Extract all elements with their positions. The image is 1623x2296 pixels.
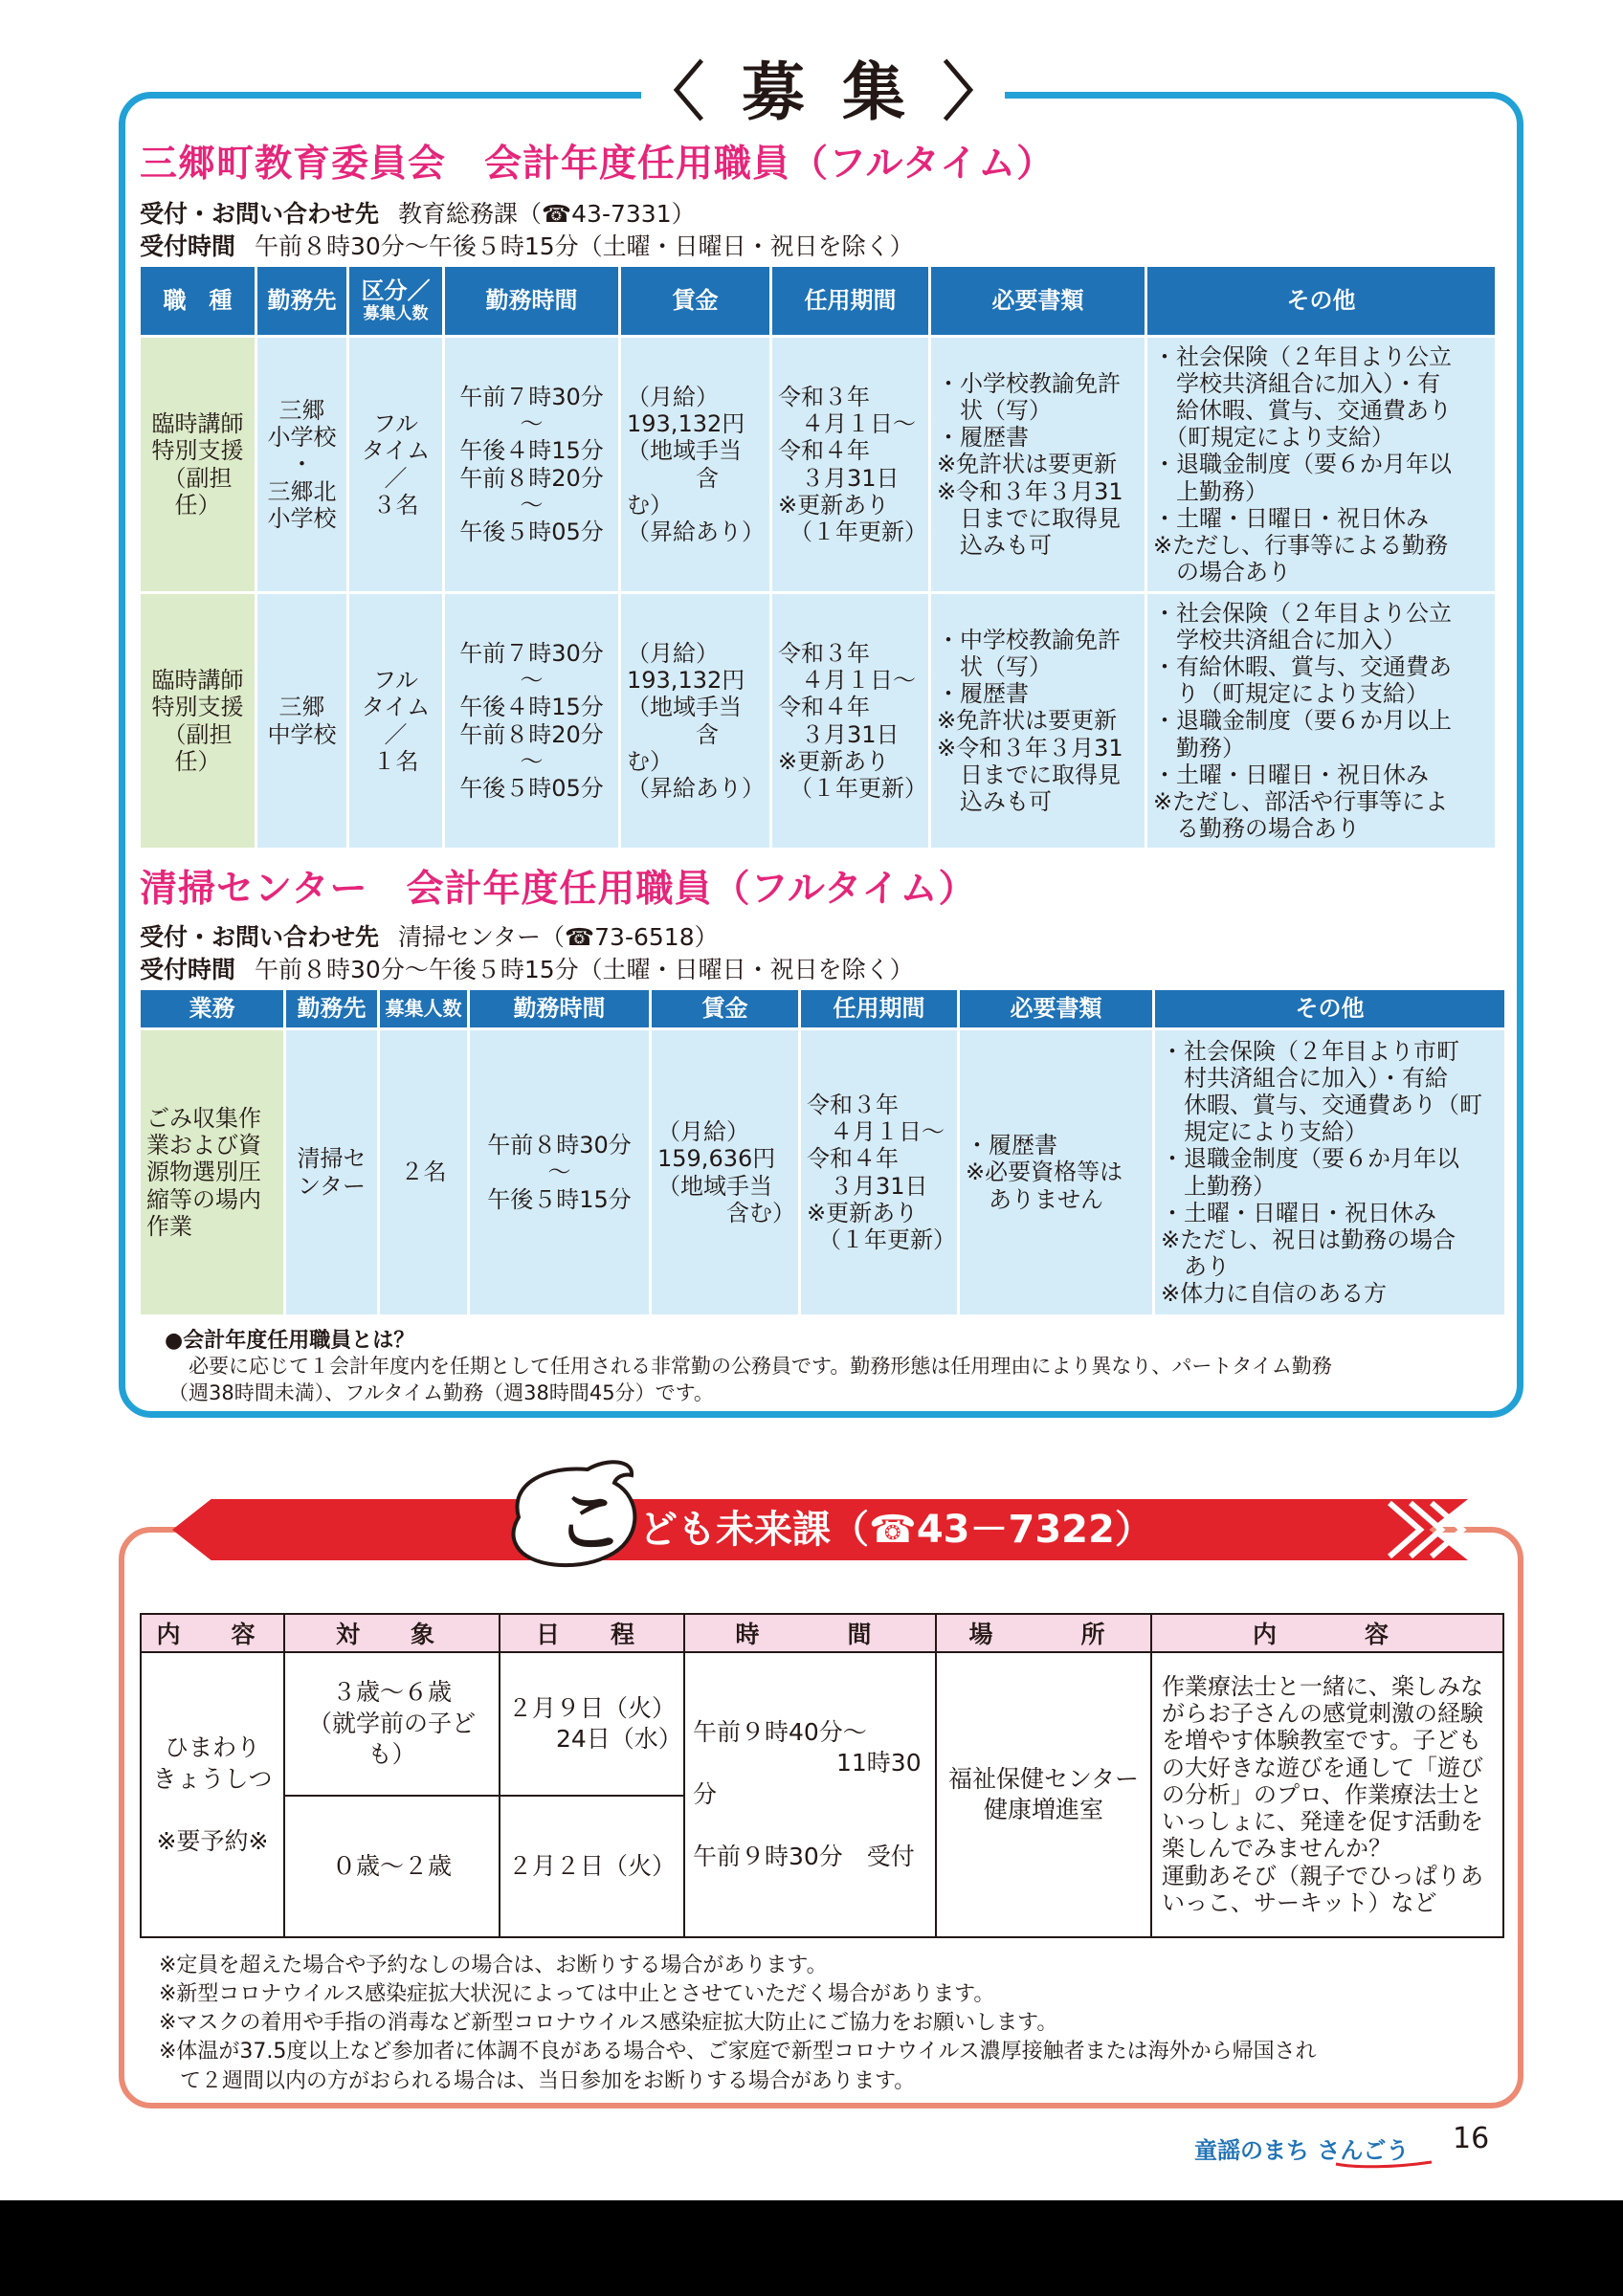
kids-header-place: 場 所 <box>936 1614 1151 1652</box>
table-row <box>141 1652 1503 1796</box>
kids-notes <box>159 1952 1499 2096</box>
header-wage: 賃金 <box>620 266 771 337</box>
kids-date-2: ２月２日（火） <box>500 1796 684 1937</box>
recruit-heading: 〈 募 集 〉 <box>641 50 1005 136</box>
cleaning-hours-value: 午前８時30分～午後５時15分（土曜・日曜日・祝日を除く） <box>255 956 914 983</box>
kids-header-time: 時 間 <box>684 1614 936 1652</box>
kids-header-program: 内 容 <box>141 1614 284 1652</box>
row2-documents: ・中学校教諭免許 状（写） ・履歴書 ※免許状は要更新 ※令和３年３月31 日までに取得見 込みも可 <box>930 593 1146 850</box>
kids-date-1: ２月９日（火） 24日（水） <box>500 1652 684 1796</box>
school-table-header <box>140 266 1497 337</box>
header-division: 区分／ 募集人数 <box>348 266 444 337</box>
header-documents: 必要書類 <box>959 989 1154 1029</box>
row1-workplace: 三郷 小学校 ・ 三郷北 小学校 <box>256 337 348 593</box>
cleaning-row-period: 令和３年 ４月１日～ 令和４年 ３月31日 ※更新あり （１年更新） <box>800 1029 959 1316</box>
header-hours: 勤務時間 <box>469 989 651 1029</box>
kids-target-2: ０歳～２歳 <box>284 1796 500 1937</box>
header-period: 任用期間 <box>771 266 930 337</box>
header-documents: 必要書類 <box>930 266 1146 337</box>
row1-job: 臨時講師 特別支援 （副担任） <box>140 337 256 593</box>
cleaning-contact-label: 受付・お問い合わせ先 <box>140 923 380 951</box>
kids-table <box>140 1613 1504 1938</box>
page-number: 16 <box>1453 2122 1490 2155</box>
speech-bubble-icon <box>500 1454 653 1575</box>
cleaning-job-title: 清掃センター 会計年度任用職員（フルタイム） <box>140 868 977 911</box>
kids-note-1: ※定員を超えた場合や予約なしの場合は、お断りする場合があります。 <box>159 1954 828 1977</box>
row1-division: フル タイム ／ ３名 <box>348 337 444 593</box>
kids-table-header <box>141 1614 1503 1652</box>
header-other: その他 <box>1154 989 1506 1029</box>
kids-header-date: 日 程 <box>500 1614 684 1652</box>
cleaning-hours-label: 受付時間 <box>140 956 236 983</box>
school-hours-label: 受付時間 <box>140 232 236 260</box>
row1-period: 令和３年 ４月１日～ 令和４年 ３月31日 ※更新あり （１年更新） <box>771 337 930 593</box>
row2-other: ・社会保険（２年目より公立 学校共済組合に加入） ・有給休暇、賞与、交通費あ り（町規定により支給） ・退職金制度（要６か月以上 勤務） ・土曜・日曜日・祝日休み ※ただし、部活や行事等によ る勤務の場合あり <box>1146 593 1497 850</box>
cleaning-row-count: ２名 <box>379 1029 469 1316</box>
cleaning-hours-line <box>140 951 914 985</box>
cleaning-job-table <box>138 987 1507 1317</box>
school-contact-value: 教育総務課（☎43-7331） <box>398 200 696 228</box>
kids-program: ひまわり きょうしつ ※要予約※ <box>141 1652 284 1937</box>
row2-division: フル タイム ／ １名 <box>348 593 444 850</box>
chevron-right-icon <box>1382 1499 1468 1560</box>
kids-place: 福祉保健センター 健康増進室 <box>936 1652 1151 1937</box>
header-job: 業務 <box>140 989 285 1029</box>
header-hours: 勤務時間 <box>444 266 620 337</box>
school-hours-value: 午前８時30分～午後５時15分（土曜・日曜日・祝日を除く） <box>255 232 914 260</box>
table-row <box>140 593 1497 850</box>
svg-text:童謡のまち さんごう: 童謡のまち さんごう <box>1194 2137 1410 2164</box>
header-count: 募集人数 <box>379 989 469 1029</box>
kids-note-4: ※体温が37.5度以上など参加者に体調不良がある場合や、ご家庭で新型コロナウイルス濃厚接触者または海外から帰国され て２週間以内の方がおられる場合は、当日参加をお断りする場合があります。 <box>159 2040 1317 2093</box>
cleaning-row-documents: ・履歴書 ※必要資格等は ありません <box>959 1029 1154 1316</box>
note-body: 必要に応じて１会計年度内を任期として任用される非常勤の公務員です。勤務形態は任用理由により異なり、パートタイム勤務 （週38時間未満）、フルタイム勤務（週38時間45分）です。 <box>168 1355 1332 1405</box>
header-period: 任用期間 <box>800 989 959 1029</box>
school-contact-line <box>140 195 696 230</box>
header-job: 職 種 <box>140 266 256 337</box>
cleaning-row-workplace: 清掃セ ンター <box>285 1029 379 1316</box>
kids-title: ども未来課（☎43－7322） <box>639 1508 1153 1552</box>
cleaning-contact-value: 清掃センター（☎73-6518） <box>398 923 719 951</box>
row2-job: 臨時講師 特別支援 （副担任） <box>140 593 256 850</box>
row2-wage: （月給） 193,132円 （地域手当 含む） （昇給あり） <box>620 593 771 850</box>
header-other: その他 <box>1146 266 1497 337</box>
bubble-char: こ <box>555 1482 625 1562</box>
header-wage: 賃金 <box>651 989 800 1029</box>
bottom-black-bar <box>0 2200 1623 2296</box>
school-job-title: 三郷町教育委員会 会計年度任用職員（フルタイム） <box>140 143 1056 186</box>
school-contact-label: 受付・お問い合わせ先 <box>140 200 380 228</box>
kids-description: 作業療法士と一緒に、楽しみながらお子さんの感覚刺激の経験を増やす体験教室です。子どもの大好きな遊びを通して「遊びの分析」のプロ、作業療法士といっしょに、発達を促す活動を楽しんでみませんか？ 運動あそび（親子でひっぱりあいっこ、サーキット）など <box>1151 1652 1503 1937</box>
table-row <box>140 1029 1506 1316</box>
note-title: ●会計年度任用職員とは？ <box>165 1329 415 1353</box>
row1-wage: （月給） 193,132円 （地域手当 含む） （昇給あり） <box>620 337 771 593</box>
cleaning-row-job: ごみ収集作 業および資 源物選別圧 縮等の場内 作業 <box>140 1029 285 1316</box>
cleaning-row-hours: 午前８時30分 ～ 午後５時15分 <box>469 1029 651 1316</box>
cleaning-row-other: ・社会保険（２年目より市町 村共済組合に加入）・有給 休暇、賞与、交通費あり（町 規定により支給） ・退職金制度（要６か月年以 上勤務） ・土曜・日曜日・祝日休み ※ただし、祝日は勤務の場合 あり ※体力に自信のある方 <box>1154 1029 1506 1316</box>
cleaning-table-header <box>140 989 1506 1029</box>
cleaning-contact-line <box>140 918 719 953</box>
kids-note-2: ※新型コロナウイルス感染症拡大状況によっては中止とさせていただく場合があります。 <box>159 1982 995 2007</box>
table-row <box>140 337 1497 593</box>
row2-workplace: 三郷 中学校 <box>256 593 348 850</box>
row1-hours: 午前７時30分 ～ 午後４時15分 午前８時20分 ～ 午後５時05分 <box>444 337 620 593</box>
cleaning-row-wage: （月給） 159,636円 （地域手当 含む） <box>651 1029 800 1316</box>
kids-time: 午前９時40分～ 11時30分 午前９時30分 受付 <box>684 1652 936 1937</box>
kids-note-3: ※マスクの着用や手指の消毒など新型コロナウイルス感染症拡大防止にご協力をお願いします。 <box>159 2011 1058 2036</box>
kids-header-content: 内 容 <box>1151 1614 1503 1652</box>
row1-other: ・社会保険（２年目より公立 学校共済組合に加入）・有 給休暇、賞与、交通費あり （町規定により支給） ・退職金制度（要６か月年以 上勤務） ・土曜・日曜日・祝日休み ※ただし、行事等による勤務 の場合あり <box>1146 337 1497 593</box>
header-workplace: 勤務先 <box>256 266 348 337</box>
row2-period: 令和３年 ４月１日～ 令和４年 ３月31日 ※更新あり （１年更新） <box>771 593 930 850</box>
kids-header-target: 対 象 <box>284 1614 500 1652</box>
row2-hours: 午前７時30分 ～ 午後４時15分 午前８時20分 ～ 午後５時05分 <box>444 593 620 850</box>
school-job-table <box>138 264 1498 850</box>
town-logo <box>1192 2126 1472 2172</box>
header-workplace: 勤務先 <box>285 989 379 1029</box>
kids-target-1: ３歳～６歳 （就学前の子ども） <box>284 1652 500 1796</box>
school-hours-line <box>140 228 914 262</box>
row1-documents: ・小学校教諭免許 状（写） ・履歴書 ※免許状は要更新 ※令和３年３月31 日までに取得見 込みも可 <box>930 337 1146 593</box>
